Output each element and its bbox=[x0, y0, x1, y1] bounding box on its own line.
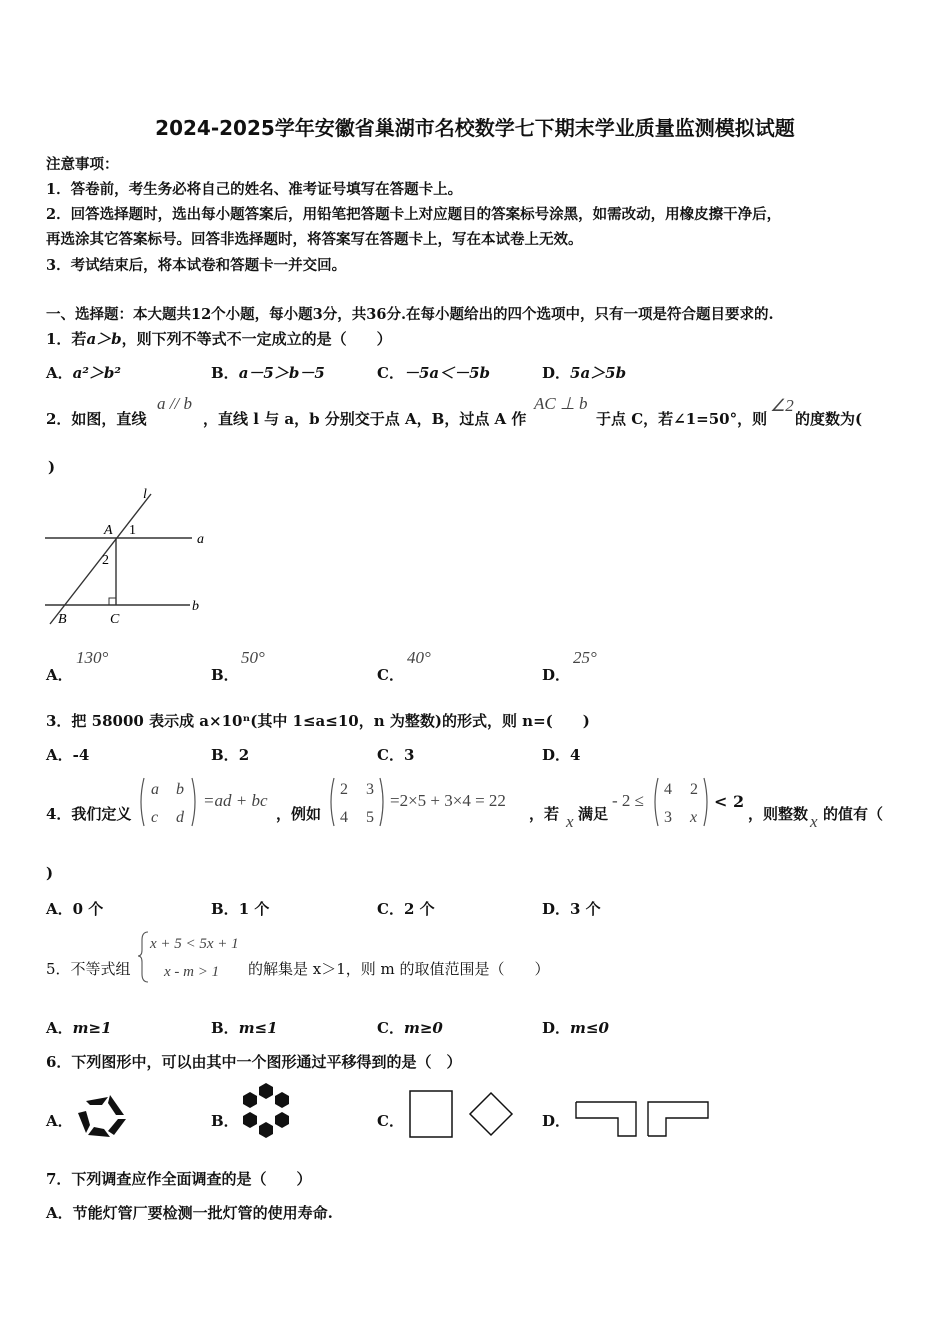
q6-option-a-label[interactable]: A． bbox=[46, 1112, 73, 1130]
q2-option-c-label[interactable]: C． bbox=[377, 666, 404, 684]
label-C: C bbox=[110, 612, 120, 627]
q3-option-b[interactable]: B．2 bbox=[211, 746, 250, 764]
notice-item: 1．答卷前，考生务必将自己的姓名、准考证号填写在答题卡上。 bbox=[46, 181, 463, 198]
svg-text:d: d bbox=[176, 809, 184, 826]
question-7: 7．下列调查应作全面调查的是（ ） bbox=[46, 1170, 312, 1188]
q5-line2: x - m > 1 bbox=[164, 964, 220, 980]
notice-item: 3．考试结束后，将本试卷和答题卡一并交回。 bbox=[46, 257, 347, 274]
q2-option-d-value: 25° bbox=[573, 648, 597, 667]
q5-system bbox=[138, 928, 250, 984]
svg-text:3: 3 bbox=[664, 809, 672, 826]
q4-option-d[interactable]: D．3 个 bbox=[542, 900, 601, 918]
q2-figure bbox=[40, 484, 210, 629]
q1-pre: 1．若 bbox=[46, 330, 87, 348]
q3-option-d[interactable]: D．4 bbox=[542, 746, 581, 764]
q2-option-c-value: 40° bbox=[407, 648, 431, 667]
q6-option-c-label[interactable]: C． bbox=[377, 1112, 404, 1130]
q2-option-a-value: 130° bbox=[76, 648, 109, 667]
q4-option-b[interactable]: B．1 个 bbox=[211, 900, 270, 918]
q4-pre: 4．我们定义 bbox=[46, 805, 132, 823]
q2-option-b-value: 50° bbox=[241, 648, 265, 667]
q7-option-a[interactable]: A．节能灯管厂要检测一批灯管的使用寿命. bbox=[46, 1204, 333, 1222]
q2-option-b-label[interactable]: B． bbox=[211, 666, 239, 684]
q5-option-b[interactable]: B．m≤1 bbox=[211, 1019, 278, 1037]
question-1 bbox=[46, 328, 392, 349]
q1-post: ，则下列不等式不一定成立的是（ ） bbox=[121, 330, 392, 348]
q2-option-d-label[interactable]: D． bbox=[542, 666, 571, 684]
question-3: 3．把 58000 表示成 a×10ⁿ(其中 1≤a≤10，n 为整数)的形式，则 n=( ) bbox=[46, 712, 590, 730]
q6-figure-c bbox=[406, 1088, 518, 1140]
svg-text:2: 2 bbox=[340, 781, 348, 798]
q4-option-c[interactable]: C．2 个 bbox=[377, 900, 435, 918]
q3-option-a[interactable]: A．-4 bbox=[46, 746, 90, 764]
label-b: b bbox=[192, 599, 199, 614]
q2-option-a-label[interactable]: A． bbox=[46, 666, 73, 684]
q1-cond: a＞b bbox=[86, 330, 122, 348]
q6-figure-d bbox=[574, 1098, 714, 1140]
q6-figure-b bbox=[238, 1082, 294, 1140]
q2-close: ) bbox=[48, 458, 56, 476]
label-A: A bbox=[104, 523, 113, 538]
q4-example-matrix bbox=[326, 774, 388, 830]
q2-mid: ，直线 l 与 a，b 分别交于点 A，B，过点 A 作 bbox=[203, 410, 527, 428]
label-l: l bbox=[143, 487, 147, 502]
q6-option-d-label[interactable]: D． bbox=[542, 1112, 571, 1130]
notice-heading: 注意事项： bbox=[46, 156, 119, 173]
q2-math-angle: ∠2 bbox=[770, 396, 794, 415]
q4-example-rhs: =2×5 + 3×4 = 22 bbox=[390, 791, 506, 810]
notice-item: 2．回答选择题时，选出每小题答案后，用铅笔把答题卡上对应题目的答案标号涂黑，如需改动，用橡皮擦干净后， bbox=[46, 206, 782, 223]
q6-figure-a bbox=[74, 1089, 132, 1141]
label-a: a bbox=[197, 532, 204, 547]
q4-ineq-lhs: - 2 ≤ bbox=[612, 791, 644, 810]
q4-post2: 的值有（ bbox=[823, 805, 884, 823]
right-angle-mark bbox=[109, 598, 116, 605]
q2-post: 的度数为( bbox=[795, 410, 863, 428]
question-6: 6．下列图形中，可以由其中一个图形通过平移得到的是（ ） bbox=[46, 1053, 462, 1071]
q5-option-d[interactable]: D．m≤0 bbox=[542, 1019, 609, 1037]
q4-example-label: ，例如 bbox=[276, 805, 322, 823]
q4-satisfy: 满足 bbox=[578, 805, 609, 823]
svg-text:2: 2 bbox=[690, 781, 698, 798]
q1-option-b[interactable]: B．a－5＞b－5 bbox=[211, 364, 325, 382]
section-heading: 一、选择题：本大题共12个小题，每小题3分，共36分.在每小题给出的四个选项中，只有一项是符合题目要求的. bbox=[46, 306, 774, 323]
q6-option-b-label[interactable]: B． bbox=[211, 1112, 239, 1130]
page-title: 2024-2025学年安徽省巢湖市名校数学七下期末学业质量监测模拟试题 bbox=[155, 116, 795, 140]
svg-text:4: 4 bbox=[664, 781, 672, 798]
svg-text:5: 5 bbox=[366, 809, 374, 826]
q4-ineq-rhs: < 2 bbox=[714, 792, 745, 811]
q5-line1: x + 5 < 5x + 1 bbox=[150, 936, 239, 952]
q5-post: 的解集是 x＞1，则 m 的取值范围是（ ） bbox=[248, 960, 550, 978]
svg-text:b: b bbox=[176, 781, 184, 798]
q5-option-c[interactable]: C．m≥0 bbox=[377, 1019, 443, 1037]
q4-post: ，则整数 bbox=[748, 805, 809, 823]
q2-mid2: 于点 C，若∠1=50°，则 bbox=[596, 410, 768, 428]
q4-close: ) bbox=[46, 864, 54, 882]
q4-var-x: x bbox=[566, 812, 574, 831]
svg-text:a: a bbox=[151, 781, 159, 798]
q2-math-parallel: a // b bbox=[157, 394, 192, 413]
q2-pre: 2．如图，直线 bbox=[46, 410, 147, 428]
q4-var-x2: x bbox=[810, 812, 818, 831]
label-1: 1 bbox=[129, 523, 136, 538]
svg-text:c: c bbox=[151, 809, 159, 826]
label-2: 2 bbox=[102, 553, 109, 568]
svg-text:3: 3 bbox=[366, 781, 374, 798]
svg-text:4: 4 bbox=[340, 809, 348, 826]
q4-if-label: ，若 bbox=[529, 805, 560, 823]
q4-option-a[interactable]: A．0 个 bbox=[46, 900, 104, 918]
q5-pre: 5．不等式组 bbox=[46, 960, 131, 978]
q4-def-matrix bbox=[136, 774, 200, 830]
q4-ineq-matrix bbox=[650, 774, 712, 830]
q5-option-a[interactable]: A．m≥1 bbox=[46, 1019, 112, 1037]
q1-option-c[interactable]: C．－5a＜－5b bbox=[377, 364, 491, 382]
q1-option-a[interactable]: A．a²＞b² bbox=[46, 364, 121, 382]
q2-math-perp: AC ⊥ b bbox=[534, 394, 588, 413]
q1-option-d[interactable]: D．5a＞5b bbox=[542, 364, 627, 382]
svg-text:x: x bbox=[690, 809, 698, 826]
q3-option-c[interactable]: C．3 bbox=[377, 746, 415, 764]
q4-def-rhs: =ad + bc bbox=[203, 791, 268, 810]
notice-item: 再选涂其它答案标号。回答非选择题时，将答案写在答题卡上，写在本试卷上无效。 bbox=[46, 231, 583, 248]
label-B: B bbox=[58, 612, 67, 627]
